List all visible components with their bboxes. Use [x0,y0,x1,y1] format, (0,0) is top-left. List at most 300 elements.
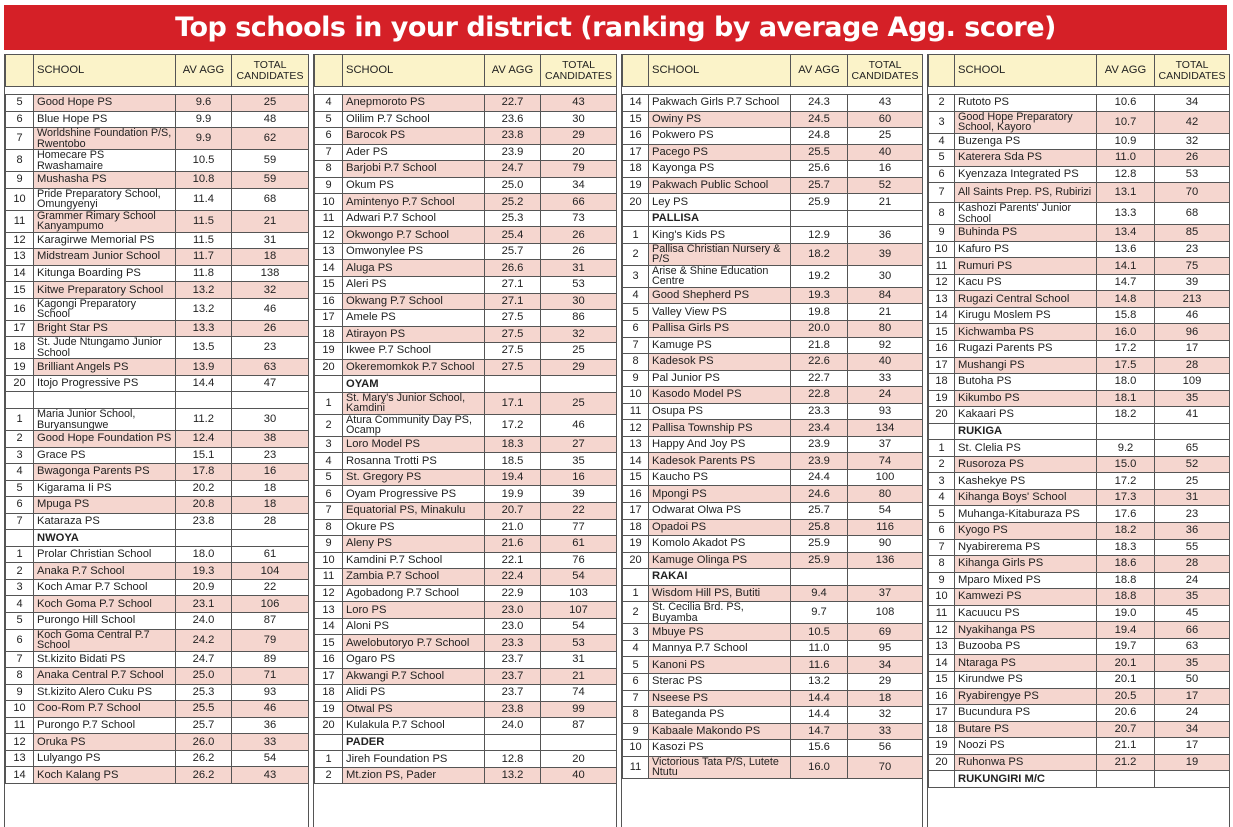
total-candidates-value: 106 [232,596,309,613]
school-name: Ikwee P.7 School [343,343,485,360]
av-agg-value: 12.4 [176,431,232,448]
rank-cell: 7 [929,539,955,556]
av-agg-value: 13.5 [176,337,232,359]
total-candidates-value: 26 [232,320,309,337]
school-name: Oyam Progressive PS [343,486,485,503]
total-candidates-value: 30 [848,265,923,287]
total-candidates-value: 21 [848,194,923,211]
district-header-row [929,771,1230,788]
table-row [315,685,617,702]
rank-cell: 17 [929,357,955,374]
av-agg-value: 15.0 [1097,456,1155,473]
table-row [315,602,617,619]
table-row [929,407,1230,424]
ranking-table [928,54,1230,788]
rank-cell: 11 [623,403,649,420]
school-header: SCHOOL [343,55,485,87]
table-row [315,767,617,784]
school-name: Buzenga PS [955,133,1097,150]
av-agg-value: 23.8 [176,513,232,530]
school-name: Victorious Tata P/S, Lutete Ntutu [649,756,791,778]
school-name: Aloni PS [343,618,485,635]
table-row [929,225,1230,242]
table-row [6,95,309,112]
table-row [6,128,309,150]
total-candidates-value: 28 [1155,556,1230,573]
total-candidates-value: 36 [1155,523,1230,540]
table-row [623,161,923,178]
total-candidates-value: 35 [1155,589,1230,606]
total-candidates-value: 79 [232,629,309,651]
table-row [623,403,923,420]
rank-cell: 9 [6,172,34,189]
av-agg-value: 23.6 [485,111,541,128]
total-candidates-value: 100 [848,469,923,486]
total-candidates-value: 99 [541,701,617,718]
blank-cell [1097,771,1155,788]
table-row [929,324,1230,341]
school-name: Kirugu Moslem PS [955,307,1097,324]
rank-header [315,55,343,87]
table-row [6,513,309,530]
rank-cell [929,423,955,440]
table-row [315,651,617,668]
table-row [315,701,617,718]
school-name: Anaka Central P.7 School [34,668,176,685]
school-name: King's Kids PS [649,227,791,244]
total-candidates-value: 138 [232,265,309,282]
table-row [623,144,923,161]
table-row [6,409,309,431]
av-agg-value: 19.0 [1097,605,1155,622]
school-name: Zambia P.7 School [343,569,485,586]
av-agg-value: 13.2 [791,673,848,690]
rank-cell: 3 [6,447,34,464]
school-name: Homecare PS Rwashamaire [34,150,176,172]
rank-cell: 14 [6,767,34,784]
av-agg-value: 14.4 [791,690,848,707]
school-name: Grace PS [34,447,176,464]
table-row [315,453,617,470]
av-agg-value: 24.7 [176,651,232,668]
school-name: Muhanga-Kitaburaza PS [955,506,1097,523]
school-name: Ruhonwa PS [955,754,1097,771]
total-candidates-value: 32 [541,326,617,343]
school-name: Arise & Shine Education Centre [649,265,791,287]
av-agg-value: 24.3 [791,95,848,112]
av-agg-value: 19.3 [176,563,232,580]
av-agg-value: 25.9 [791,194,848,211]
av-agg-value: 27.1 [485,293,541,310]
rank-cell: 8 [315,161,343,178]
total-candidates-value: 39 [1155,274,1230,291]
table-row [929,374,1230,391]
school-name: Anepmoroto PS [343,95,485,112]
total-candidates-value: 46 [232,298,309,320]
school-name: Butoha PS [955,374,1097,391]
rank-cell: 4 [623,287,649,304]
table-row [315,293,617,310]
table-row [623,287,923,304]
rank-cell: 9 [623,370,649,387]
table-row [6,320,309,337]
table-row [6,497,309,514]
total-candidates-value: 80 [848,321,923,338]
av-agg-value: 20.1 [1097,655,1155,672]
table-row [623,265,923,287]
total-candidates-value: 92 [848,337,923,354]
total-candidates-value: 32 [1155,133,1230,150]
school-name: Equatorial PS, Minakulu [343,503,485,520]
school-name: Pallisa Township PS [649,420,791,437]
rank-cell [929,771,955,788]
av-agg-value: 22.9 [485,585,541,602]
av-agg-value: 23.7 [485,685,541,702]
spacer-row [315,87,617,95]
school-name: Pakwach Girls P.7 School [649,95,791,112]
ranking-column-2 [313,54,617,827]
district-header-row [6,530,309,547]
table-row [623,95,923,112]
rank-cell: 8 [929,203,955,225]
table-row [623,624,923,641]
total-candidates-value: 53 [541,635,617,652]
total-candidates-value: 66 [541,194,617,211]
rank-cell: 6 [6,497,34,514]
av-agg-value: 18.3 [1097,539,1155,556]
school-name: Akwangi P.7 School [343,668,485,685]
table-row [623,707,923,724]
av-agg-header: AV AGG [1097,55,1155,87]
total-candidates-value: 36 [232,717,309,734]
rank-cell: 9 [929,572,955,589]
school-name: Good Hope Preparatory School, Kayoro [955,111,1097,133]
school-name: Rugazi Parents PS [955,341,1097,358]
av-agg-value: 18.2 [1097,523,1155,540]
total-candidates-value: 95 [848,640,923,657]
table-row [315,718,617,735]
rank-cell: 6 [929,523,955,540]
total-candidates-value: 46 [1155,307,1230,324]
table-row [6,701,309,718]
total-candidates-value: 32 [848,707,923,724]
school-header: SCHOOL [34,55,176,87]
av-agg-value: 21.6 [485,536,541,553]
table-row [623,469,923,486]
school-name: Okwang P.7 School [343,293,485,310]
table-row [6,298,309,320]
table-row [315,569,617,586]
rank-cell: 14 [315,260,343,277]
av-agg-value: 15.8 [1097,307,1155,324]
rank-cell: 14 [6,265,34,282]
total-candidates-value: 70 [1155,183,1230,203]
rank-cell: 10 [6,188,34,210]
total-candidates-value: 21 [232,210,309,232]
total-candidates-value: 74 [541,685,617,702]
rank-cell: 4 [6,596,34,613]
school-name: Kashozi Parents' Junior School [955,203,1097,225]
table-row [315,194,617,211]
av-agg-value: 23.3 [791,403,848,420]
school-name: Bright Star PS [34,320,176,337]
rank-cell: 14 [929,307,955,324]
av-agg-value: 13.1 [1097,183,1155,203]
table-row [6,210,309,232]
av-agg-value: 22.1 [485,552,541,569]
school-name: Kyenzaza Integrated PS [955,166,1097,183]
school-name: Nyakihanga PS [955,622,1097,639]
av-agg-value: 19.4 [1097,622,1155,639]
av-agg-value: 19.8 [791,304,848,321]
ranking-table [5,54,309,784]
rank-cell: 20 [623,552,649,569]
av-agg-value: 21.0 [485,519,541,536]
table-row [929,133,1230,150]
table-row [929,150,1230,167]
school-name: Amintenyo P.7 School [343,194,485,211]
table-row [623,552,923,569]
table-row [6,684,309,701]
table-row [929,456,1230,473]
av-agg-value: 22.6 [791,354,848,371]
school-name: Kagongi Preparatory School [34,298,176,320]
rank-cell: 11 [315,569,343,586]
rank-cell: 5 [6,480,34,497]
total-candidates-value: 26 [541,227,617,244]
rank-cell: 6 [623,321,649,338]
total-candidates-value: 61 [541,536,617,553]
total-candidates-value: 43 [848,95,923,112]
rank-cell: 6 [315,486,343,503]
table-row [929,241,1230,258]
av-agg-value: 19.3 [791,287,848,304]
rank-cell: 13 [929,291,955,308]
rank-cell: 11 [6,210,34,232]
rank-cell: 12 [6,734,34,751]
table-row [315,177,617,194]
rank-header [623,55,649,87]
table-row [623,657,923,674]
rank-cell: 5 [929,150,955,167]
total-candidates-value: 79 [541,161,617,178]
school-name: Mbuye PS [649,624,791,641]
av-agg-value: 18.8 [1097,589,1155,606]
table-row [929,605,1230,622]
table-row [6,651,309,668]
school-name: Kadesok PS [649,354,791,371]
table-row [623,321,923,338]
av-agg-value: 15.1 [176,447,232,464]
school-name: Pallisa Christian Nursery & P/S [649,243,791,265]
total-candidates-value: 31 [1155,489,1230,506]
total-candidates-value: 61 [232,546,309,563]
table-row [623,243,923,265]
school-name: Good Hope PS [34,95,176,112]
av-agg-value: 17.1 [485,392,541,414]
table-row [929,671,1230,688]
total-candidates-value: 63 [232,359,309,376]
av-agg-value: 25.8 [791,519,848,536]
rank-cell: 18 [929,374,955,391]
total-candidates-value: 18 [232,480,309,497]
table-row [623,673,923,690]
table-row [6,767,309,784]
total-candidates-value: 24 [1155,572,1230,589]
rank-cell [623,210,649,227]
school-name: Kihanga Boys' School [955,489,1097,506]
total-candidates-value: 108 [848,602,923,624]
table-row [315,668,617,685]
ranking-column-1 [4,54,309,827]
av-agg-value: 9.4 [791,585,848,602]
rank-cell: 2 [6,431,34,448]
table-row [6,629,309,651]
rank-cell: 7 [315,144,343,161]
total-candidates-value: 20 [541,144,617,161]
table-row [315,536,617,553]
av-agg-value: 13.2 [176,298,232,320]
rank-cell: 12 [315,227,343,244]
school-name: Koch Goma Central P.7 School [34,629,176,651]
table-row [315,260,617,277]
table-row [6,447,309,464]
table-row [929,523,1230,540]
av-agg-value: 13.9 [176,359,232,376]
rank-cell: 19 [623,177,649,194]
total-candidates-value: 31 [541,260,617,277]
rank-cell: 11 [623,756,649,778]
rank-cell: 8 [929,556,955,573]
table-row [315,503,617,520]
av-agg-value: 18.0 [176,546,232,563]
school-name: Aleny PS [343,536,485,553]
school-name: Omwonylee PS [343,243,485,260]
school-name: Owiny PS [649,111,791,128]
table-row [315,310,617,327]
school-name: Noozi PS [955,738,1097,755]
district-name: RUKIGA [955,423,1097,440]
blank-cell [848,569,923,586]
rank-cell: 3 [623,624,649,641]
av-agg-value: 11.0 [1097,150,1155,167]
school-name: Kataraza PS [34,513,176,530]
table-row [623,387,923,404]
school-name: St.kizito Bidati PS [34,651,176,668]
rank-cell: 1 [6,409,34,431]
av-agg-value: 20.8 [176,497,232,514]
rank-cell: 4 [929,489,955,506]
school-name: Loro PS [343,602,485,619]
school-header: SCHOOL [649,55,791,87]
total-candidates-value: 29 [848,673,923,690]
total-candidates-value: 46 [232,701,309,718]
school-name: Koch Goma P.7 School [34,596,176,613]
total-candidates-value: 46 [541,414,617,436]
av-agg-value: 24.8 [791,128,848,145]
av-agg-value: 26.0 [176,734,232,751]
rank-cell: 12 [929,622,955,639]
district-name: RUKUNGIRI M/C [955,771,1097,788]
school-name: Bateganda PS [649,707,791,724]
av-agg-value: 9.9 [176,128,232,150]
table-row [6,150,309,172]
table-row [929,274,1230,291]
rank-cell: 13 [6,249,34,266]
school-name: Kanoni PS [649,657,791,674]
rank-cell: 4 [623,640,649,657]
av-agg-value: 25.7 [176,717,232,734]
total-candidates-value: 26 [1155,150,1230,167]
school-name: Pal Junior PS [649,370,791,387]
table-row [929,539,1230,556]
school-name: Pakwach Public School [649,177,791,194]
av-agg-value: 21.2 [1097,754,1155,771]
school-name: Pokwero PS [649,128,791,145]
rank-cell: 13 [315,243,343,260]
total-candidates-value: 16 [232,464,309,481]
rank-header [929,55,955,87]
table-row [929,307,1230,324]
total-candidates-value: 87 [232,613,309,630]
rank-cell: 18 [6,337,34,359]
av-agg-value: 18.3 [485,436,541,453]
school-name: Ley PS [649,194,791,211]
table-row [315,519,617,536]
school-name: Valley View PS [649,304,791,321]
rank-cell: 9 [315,536,343,553]
school-name: Kaucho PS [649,469,791,486]
school-name: Kamwezi PS [955,589,1097,606]
district-header-row [623,210,923,227]
table-row [623,354,923,371]
rank-cell: 14 [623,453,649,470]
rank-cell: 14 [929,655,955,672]
total-candidates-value: 39 [541,486,617,503]
school-name: Pallisa Girls PS [649,321,791,338]
total-candidates-value: 37 [848,585,923,602]
school-name: Ryabirengye PS [955,688,1097,705]
total-candidates-value: 33 [848,370,923,387]
total-candidates-value: 71 [232,668,309,685]
spacer-row [6,87,309,95]
av-agg-value: 25.9 [791,552,848,569]
table-row [623,337,923,354]
school-name: Mt.zion PS, Pader [343,767,485,784]
total-candidates-value: 74 [848,453,923,470]
rank-cell: 15 [623,111,649,128]
av-agg-value: 23.9 [485,144,541,161]
school-name: Kirundwe PS [955,671,1097,688]
blank-cell [485,734,541,751]
rank-cell: 5 [6,613,34,630]
rank-cell: 17 [929,705,955,722]
school-name: Brilliant Angels PS [34,359,176,376]
school-name: Bwagonga Parents PS [34,464,176,481]
table-row [623,503,923,520]
rank-cell: 6 [623,673,649,690]
total-candidates-value: 35 [1155,655,1230,672]
total-candidates-value: 17 [1155,688,1230,705]
school-name: Komolo Akadot PS [649,536,791,553]
rank-cell: 3 [929,111,955,133]
rank-cell: 9 [315,177,343,194]
table-row [6,613,309,630]
rank-cell [315,734,343,751]
school-name: Alidi PS [343,685,485,702]
school-name: Adwari P.7 School [343,210,485,227]
school-name: Okeremomkok P.7 School [343,359,485,376]
